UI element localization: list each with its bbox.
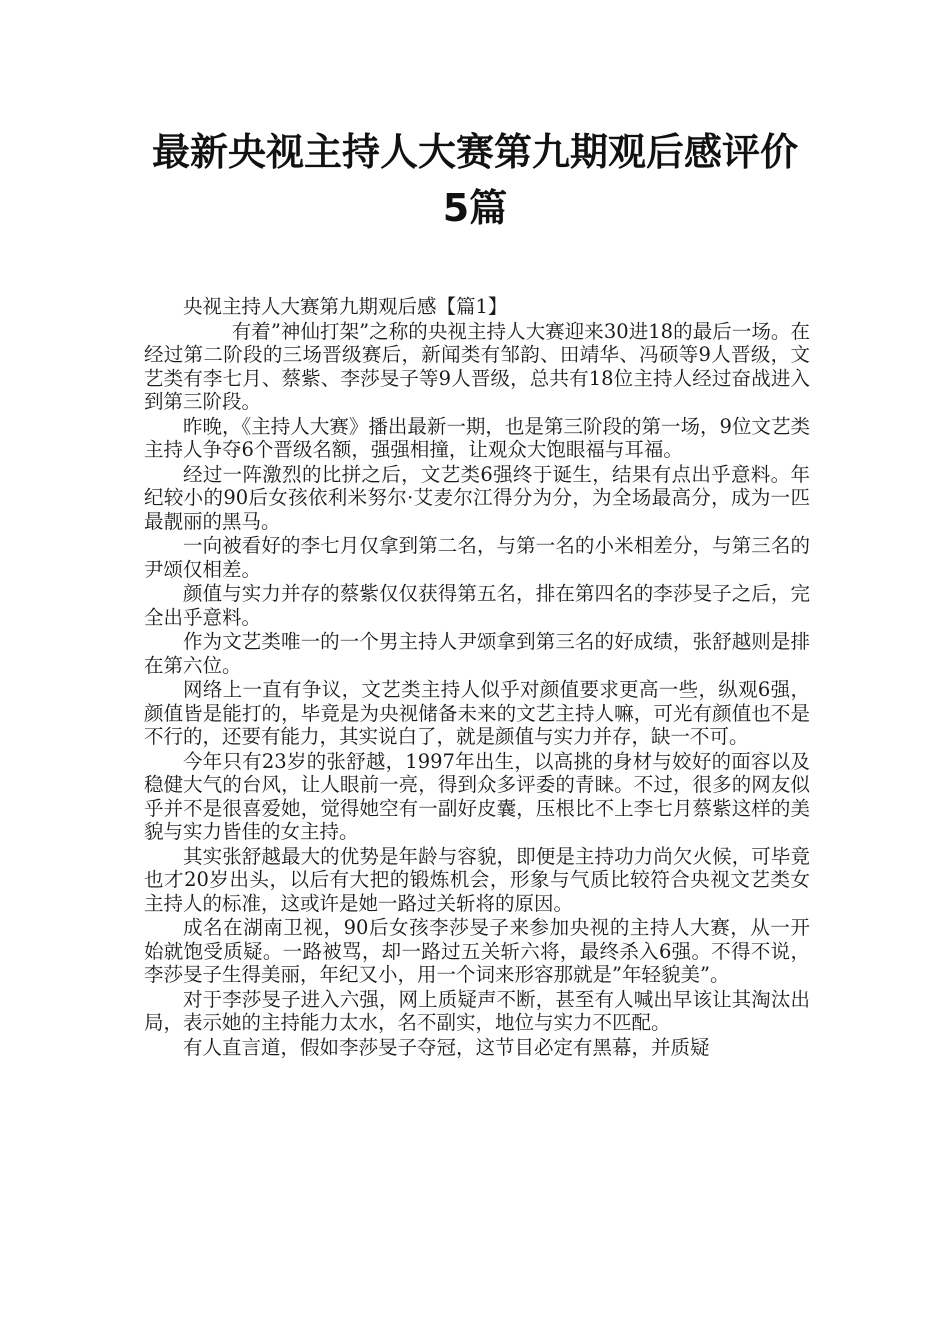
- paragraph: 成名在湖南卫视，90后女孩李莎旻子来参加央视的主持人大赛，从一开始就饱受质疑。一路被骂，却一路过五关斩六将，最终杀入6强。不得不说，李莎旻子生得美丽，年纪又小，用一个词来形容那就是”年轻貌美”。: [144, 916, 810, 986]
- paragraph: 一向被看好的李七月仅拿到第二名，与第一名的小米相差分，与第三名的尹颂仅相差。: [144, 534, 810, 581]
- title-line-1: 最新央视主持人大赛第九期观后感评价: [151, 130, 798, 174]
- paragraph: 网络上一直有争议，文艺类主持人似乎对颜值要求更高一些，纵观6强，颜值皆是能打的，毕竟是为央视储备未来的文艺主持人嘛，可光有颜值也不是不行的，还要有能力，其实说白了，就是颜值与实力并存，缺一不可。: [144, 678, 810, 748]
- paragraph: 有人直言道，假如李莎旻子夺冠，这节目必定有黑幕，并质疑: [183, 1035, 710, 1059]
- paragraph: 作为文艺类唯一的一个男主持人尹颂拿到第三名的好成绩，张舒越则是排在第六位。: [144, 630, 810, 677]
- document-body: [144, 295, 810, 1060]
- paragraph: 对于李莎旻子进入六强，网上质疑声不断，甚至有人喊出早该让其淘汰出局，表示她的主持能力太水，名不副实，地位与实力不匹配。: [144, 987, 810, 1034]
- paragraph: 经过一阵激烈的比拼之后，文艺类6强终于诞生，结果有点出乎意料。年纪较小的90后女孩依利米努尔·艾麦尔江得分为分，为全场最高分，成为一匹最靓丽的黑马。: [144, 462, 810, 533]
- paragraph: 昨晚，《主持人大赛》播出最新一期，也是第三阶段的第一场，9位文艺类主持人争夺6个晋级名额，强强相撞，让观众大饱眼福与耳福。: [144, 414, 810, 461]
- document-title: [120, 124, 830, 236]
- title-line-2: 5篇: [442, 186, 508, 230]
- section-heading: 央视主持人大赛第九期观后感【篇1】: [183, 295, 508, 318]
- paragraph: 颜值与实力并存的蔡紫仅仅获得第五名，排在第四名的李莎旻子之后，完全出乎意料。: [144, 582, 810, 629]
- paragraph: 有着”神仙打架”之称的央视主持人大赛迎来30进18的最后一场。在经过第二阶段的三场晋级赛后，新闻类有邹韵、田靖华、冯硕等9人晋级，文艺类有李七月、蔡紫、李莎旻子等9人晋级，总共有18位主持人经过奋战进入到第三阶段。: [144, 319, 810, 413]
- paragraph: 其实张舒越最大的优势是年龄与容貌，即便是主持功力尚欠火候，可毕竟也才20岁出头，以后有大把的锻炼机会，形象与气质比较符合央视文艺类女主持人的标准，这或许是她一路过关斩将的原因。: [144, 844, 810, 915]
- paragraph: 今年只有23岁的张舒越，1997年出生，以高挑的身材与姣好的面容以及稳健大气的台风，让人眼前一亮，得到众多评委的青睐。不过，很多的网友似乎并不是很喜爱她，觉得她空有一副好皮囊，压根比不上李七月蔡紫这样的美貌与实力皆佳的女主持。: [144, 749, 810, 843]
